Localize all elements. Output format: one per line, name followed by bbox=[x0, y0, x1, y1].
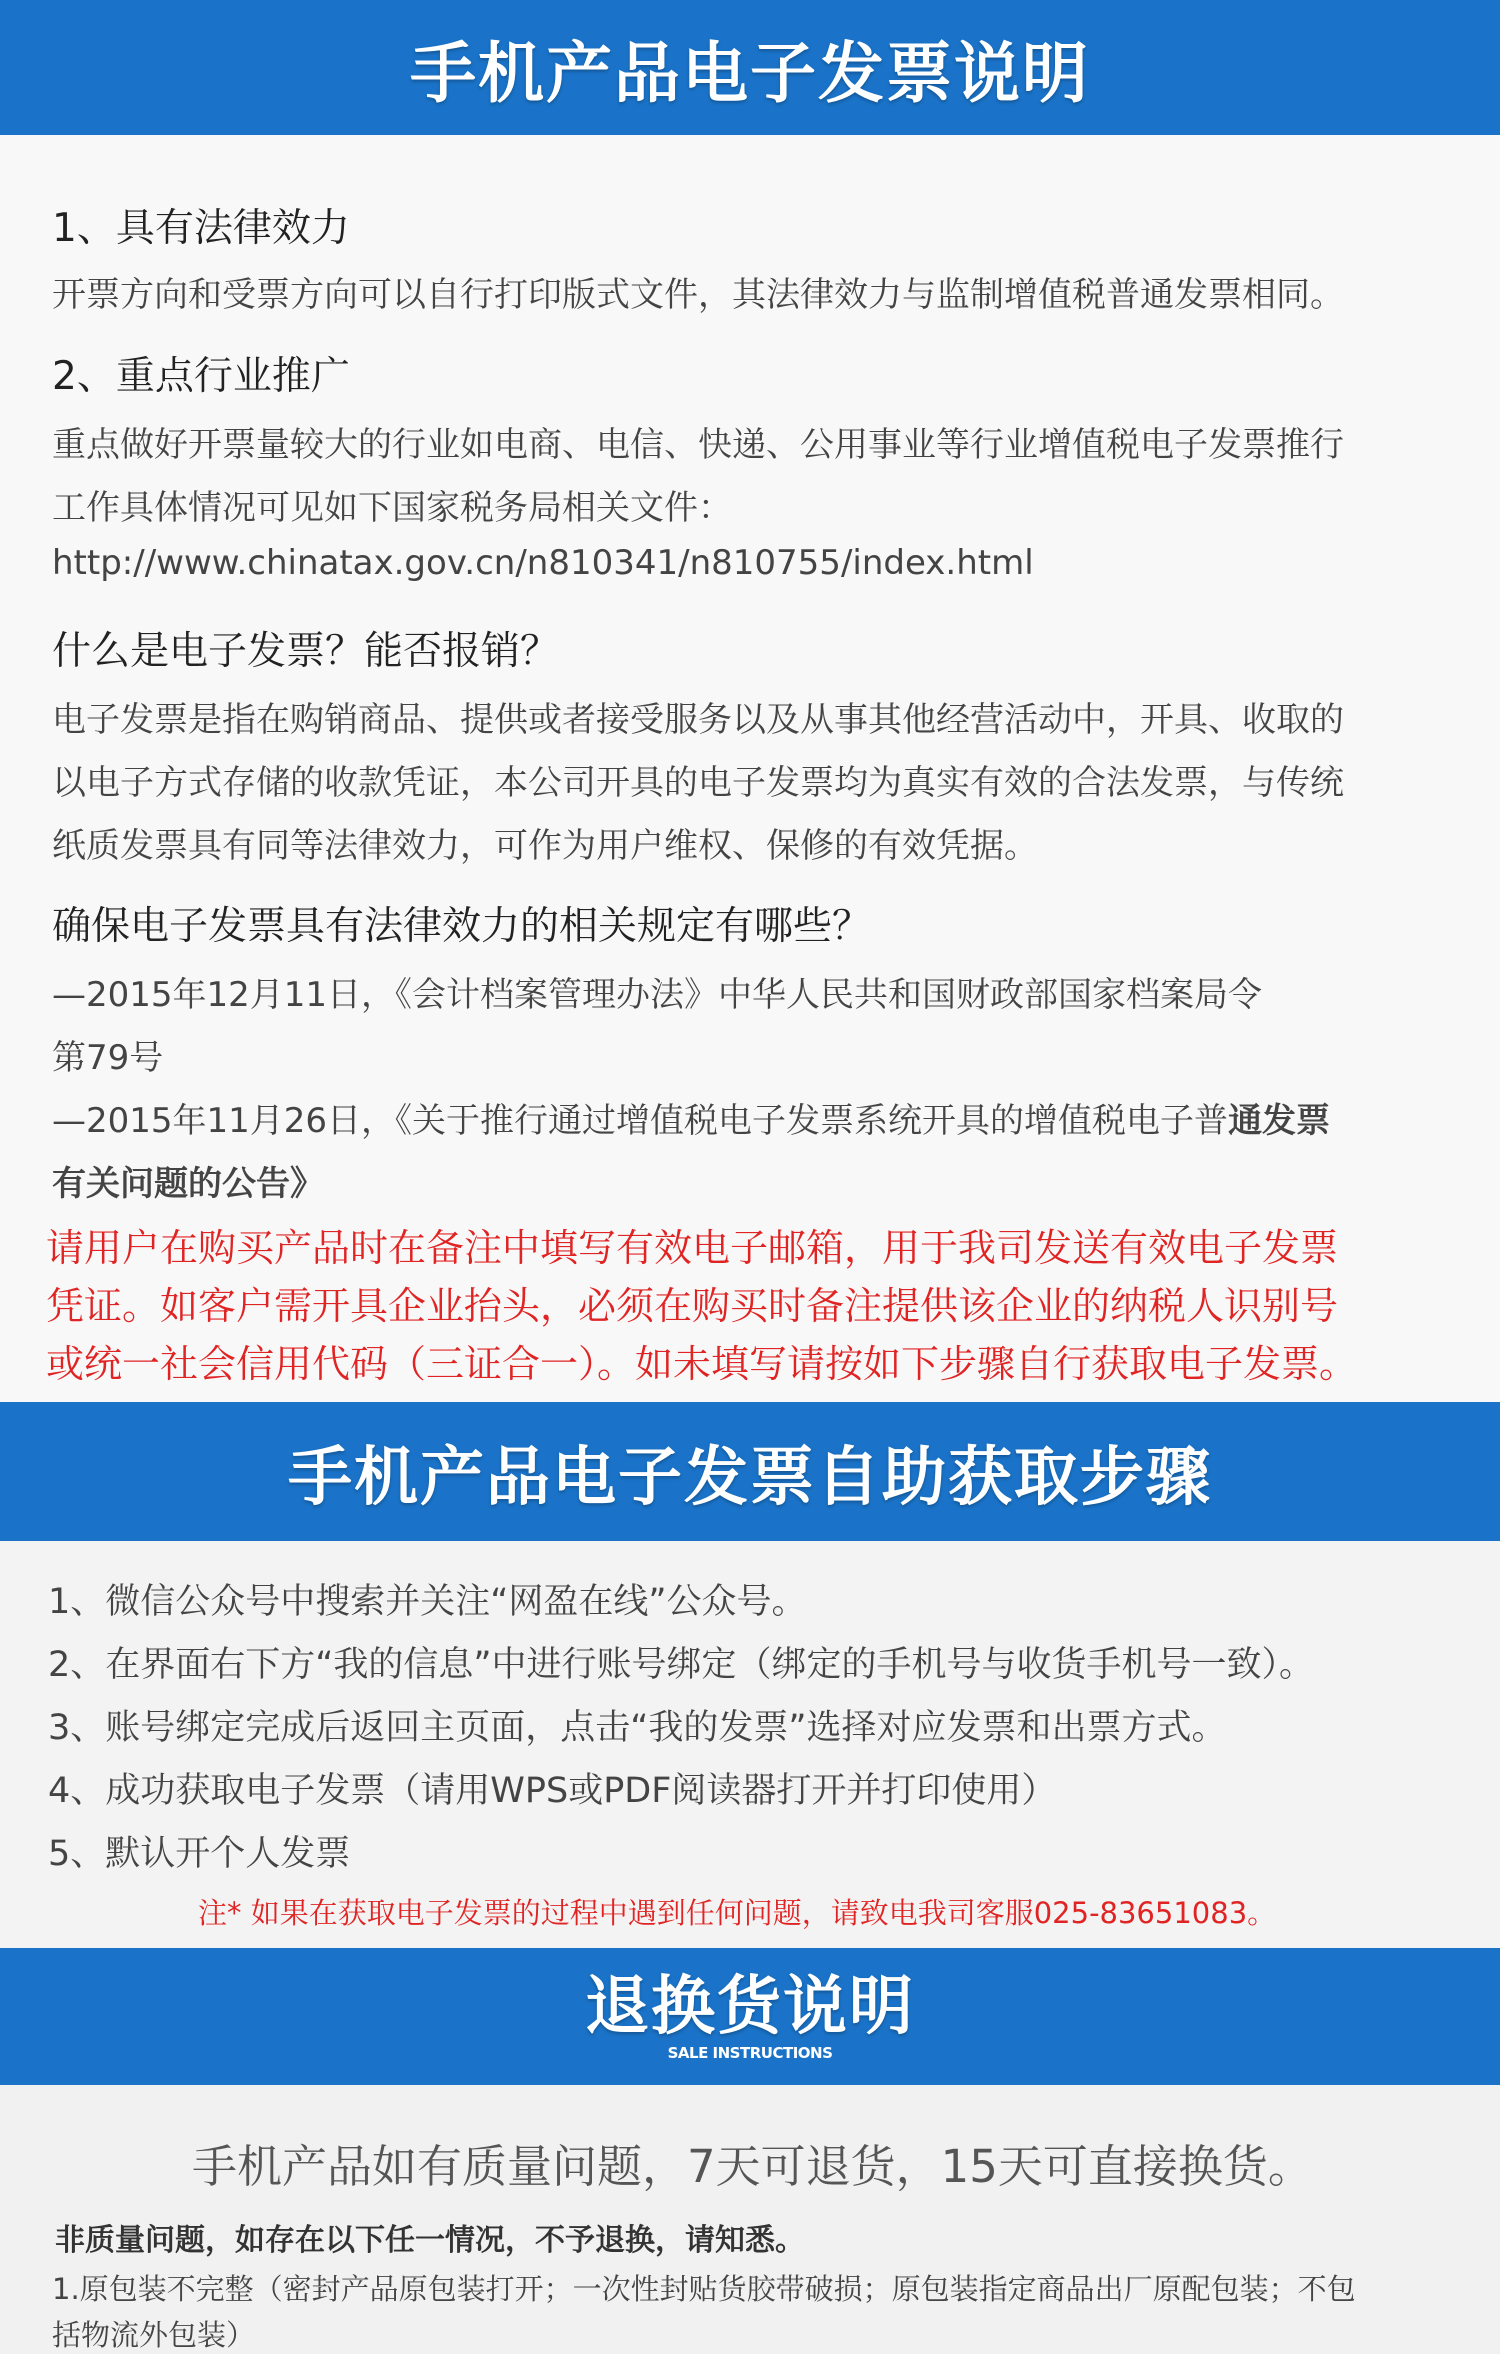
regulation-1-line1: —2015年12月11日，《会计档案管理办法》中华人民共和国财政部国家档案局令 bbox=[52, 975, 1263, 1015]
step-4: 4、成功获取电子发票（请用WPS或PDF阅读器打开并打印使用） bbox=[48, 1771, 1057, 1811]
banner-subtitle-returns: SALE INSTRUCTIONS bbox=[667, 2043, 833, 2062]
step-1: 1、微信公众号中搜索并关注“网盈在线”公众号。 bbox=[48, 1582, 807, 1622]
returns-condition-1: 1.原包装不完整（密封产品原包装打开；一次性封贴货胶带破损；原包装指定商品出厂原配包装；不包 bbox=[52, 2272, 1356, 2306]
returns-non-quality-note: 非质量问题，如存在以下任一情况，不予退换，请知悉。 bbox=[55, 2223, 805, 2258]
returns-condition-1-cont: 括物流外包装） bbox=[52, 2318, 256, 2352]
self-service-steps-section bbox=[0, 1541, 1500, 1948]
paragraph-einvoice-2: 以电子方式存储的收款凭证，本公司开具的电子发票均为真实有效的合法发票，与传统 bbox=[52, 763, 1344, 803]
paragraph-legal-effect: 开票方向和受票方向可以自行打印版式文件，其法律效力与监制增值税普通发票相同。 bbox=[52, 275, 1344, 315]
step-5: 5、默认开个人发票 bbox=[48, 1834, 351, 1874]
red-notice-line1: 请用户在购买产品时在备注中填写有效电子邮箱，用于我司发送有效电子发票 bbox=[46, 1226, 1339, 1270]
heading-what-is-einvoice: 什么是电子发票？能否报销？ bbox=[52, 629, 560, 674]
paragraph-einvoice-1: 电子发票是指在购销商品、提供或者接受服务以及从事其他经营活动中，开具、收取的 bbox=[52, 700, 1344, 740]
banner-title: 手机产品电子发票说明 bbox=[410, 35, 1090, 112]
step-2: 2、在界面右下方“我的信息”中进行账号绑定（绑定的手机号与收货手机号一致）。 bbox=[48, 1645, 1315, 1685]
heading-regulations: 确保电子发票具有法律效力的相关规定有哪些？ bbox=[52, 904, 872, 949]
header-banner-returns bbox=[0, 1948, 1500, 2085]
regulation-2-line1 bbox=[52, 1093, 1330, 1142]
tax-bureau-link[interactable]: http://www.chinatax.gov.cn/n810341/n810755/index.html bbox=[52, 543, 1034, 583]
returns-section bbox=[0, 2085, 1500, 2352]
heading-legal-effect: 1、具有法律效力 bbox=[52, 206, 350, 251]
regulation-2-line2: 有关问题的公告》 bbox=[52, 1164, 324, 1204]
returns-headline: 手机产品如有质量问题，7天可退货，15天可直接换货。 bbox=[192, 2140, 1313, 2193]
paragraph-industry-2: 工作具体情况可见如下国家税务局相关文件： bbox=[52, 488, 732, 528]
customer-service-note: 注* 如果在获取电子发票的过程中遇到任何问题，请致电我司客服025-83651083。 bbox=[198, 1896, 1277, 1930]
red-notice-line3: 或统一社会信用代码（三证合一）。如未填写请按如下步骤自行获取电子发票。 bbox=[46, 1342, 1358, 1386]
step-3: 3、账号绑定完成后返回主页面，点击“我的发票”选择对应发票和出票方式。 bbox=[48, 1708, 1227, 1748]
header-banner-invoice bbox=[0, 0, 1500, 135]
paragraph-einvoice-3: 纸质发票具有同等法律效力，可作为用户维权、保修的有效凭据。 bbox=[52, 826, 1038, 866]
heading-industry-promotion: 2、重点行业推广 bbox=[52, 354, 350, 399]
paragraph-industry-1: 重点做好开票量较大的行业如电商、电信、快递、公用事业等行业增值税电子发票推行 bbox=[52, 425, 1344, 465]
invoice-info-section bbox=[0, 135, 1500, 1402]
banner-title-returns: 退换货说明 bbox=[585, 1969, 915, 2044]
red-notice-line2: 凭证。如客户需开具企业抬头，必须在购买时备注提供该企业的纳税人识别号 bbox=[46, 1284, 1339, 1328]
regulation-1-line2: 第79号 bbox=[52, 1038, 164, 1078]
regulation-2-normal: —2015年11月26日，《关于推行通过增值税电子发票系统开具的增值税电子普 bbox=[52, 1101, 1229, 1141]
banner-title-steps: 手机产品电子发票自助获取步骤 bbox=[288, 1440, 1212, 1515]
regulation-2-bold: 通发票 bbox=[1228, 1101, 1331, 1141]
header-banner-self-service bbox=[0, 1402, 1500, 1541]
